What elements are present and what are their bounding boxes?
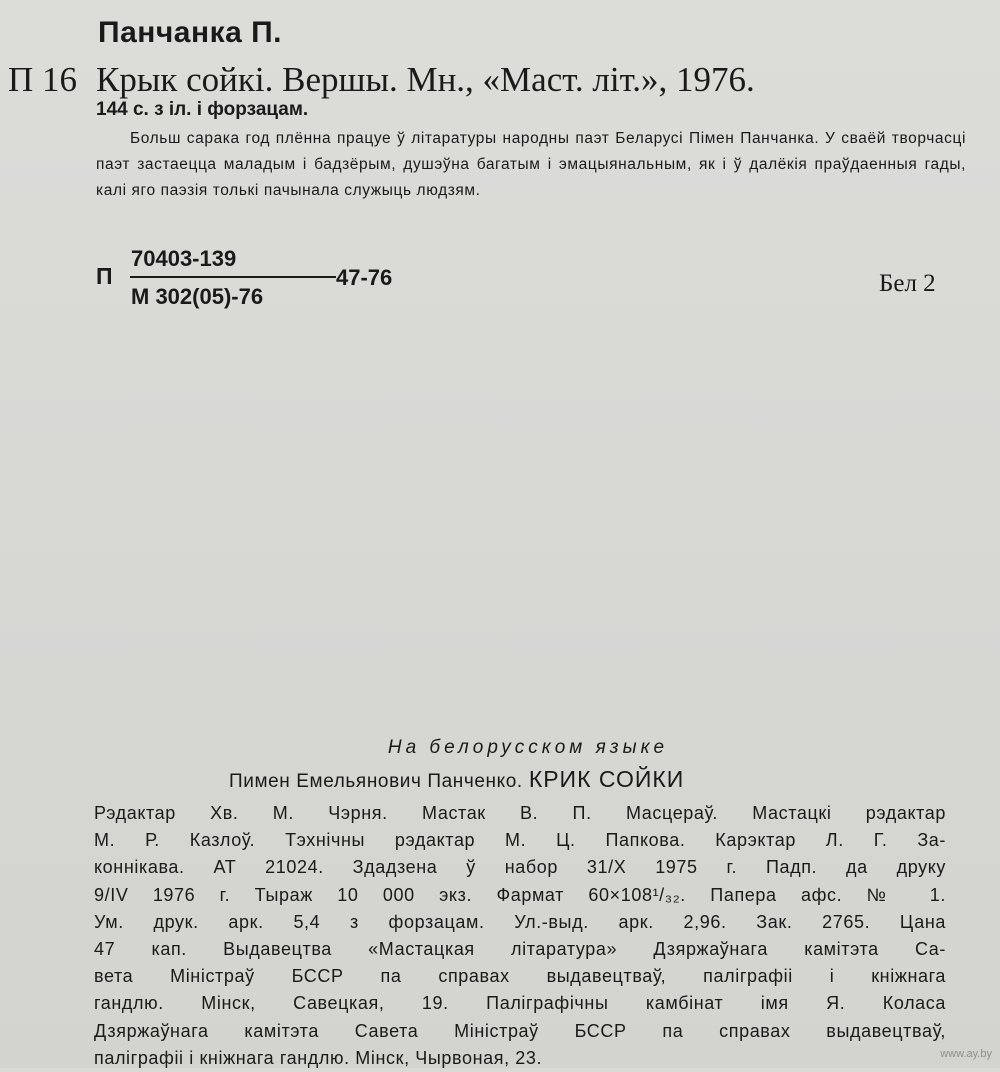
- imprint-line: вета Міністраў БССР па справах выдавецтваў, паліграфіі і кніжнага: [94, 966, 946, 987]
- classification-fraction-line: [130, 276, 336, 278]
- imprint-block: [94, 800, 946, 1072]
- imprint-line: Рэдактар Хв. М. Чэрня. Мастак В. П. Масцераў. Мастацкі рэдактар: [94, 803, 946, 823]
- card-title-line: Крык сойкі. Вершы. Мн., «Маст. літ.», 1976.: [96, 60, 755, 99]
- imprint-line: гандлю. Мінск, Савецкая, 19. Паліграфічны камбінат імя Я. Коласа: [94, 993, 946, 1014]
- watermark: www.ay.by: [940, 1048, 992, 1060]
- classification-code: 47-76: [336, 265, 393, 290]
- imprint-line: 9/IV 1976 г. Тыраж 10 000 экз. Фармат 60×108¹/₃₂. Папера афс. № 1.: [94, 884, 946, 905]
- card-pages-line: 144 с. з іл. і форзацам.: [96, 99, 309, 120]
- imprint-line: Ум. друк. арк. 5,4 з форзацам. Ул.-выд. арк. 2,96. Зак. 2765. Цана: [94, 911, 946, 932]
- imprint-author-name: Пимен Емельянович Панченко.: [229, 771, 523, 792]
- imprint-line: паліграфіі і кніжнага гандлю. Мінск, Чырвоная, 23.: [94, 1047, 543, 1068]
- classification-lang-code: Бел 2: [879, 270, 936, 297]
- classification-numerator: 70403-139: [131, 246, 237, 271]
- imprint-line: 47 кап. Выдавецтва «Мастацкая літаратура» Дзяржаўнага камітэта Са-: [94, 939, 946, 960]
- card-author: Панчанка П.: [98, 16, 283, 49]
- imprint-author-line: [229, 766, 684, 793]
- card-annotation: Больш сарака год плённа працуе ў літаратуры народны паэт Беларусі Пімен Панчанка. У сваёй творчасці паэт застаецца маладым і бадзёрым, душэўна багатым і эмацыянальным, як і ў далёкія праўдаенныя гады, калі яго паэзія толькі пачынала служыць людзям.: [96, 130, 966, 199]
- classification-denominator: М 302(05)-76: [131, 284, 264, 309]
- imprint-line: коннікава. АТ 21024. Здадзена ў набор 31/X 1975 г. Падп. да друку: [94, 857, 946, 878]
- card-index: П 16: [8, 60, 78, 99]
- imprint-language: На белорусском языке: [387, 737, 669, 758]
- imprint-line: М. Р. Казлоў. Тэхнічны рэдактар М. Ц. Папкова. Карэктар Л. Г. За-: [94, 830, 946, 851]
- imprint-title-caps: КРИК СОЙКИ: [528, 766, 685, 792]
- imprint-line: Дзяржаўнага камітэта Савета Міністраў БССР па справах выдавецтваў,: [94, 1020, 946, 1041]
- classification-letter: П: [96, 263, 113, 289]
